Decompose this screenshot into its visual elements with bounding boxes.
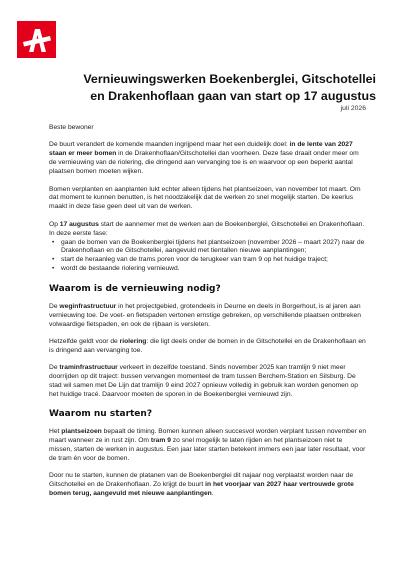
section-heading: Waarom is de vernieuwing nodig?	[49, 283, 221, 294]
text-bold: tram 9	[150, 437, 171, 445]
page-title	[0, 71, 376, 104]
text-bold: weginfrastructuur	[59, 302, 117, 310]
text: : die ligt deels onder de bomen in de Gitschotellei en de Drakenhoflaan en is dringend aan vervanging toe.	[49, 337, 366, 354]
a-logo-icon	[17, 21, 56, 58]
title-line-1: Vernieuwingswerken Boekenberglei, Gitschotellei	[83, 72, 376, 86]
text: bepaalt de timing. Bomen kunnen alleen succesvol worden verplant tussen november en maart wanneer ze in rust zijn. Om	[49, 428, 367, 445]
list-item: • start de heraanleg van de trams poren voor de terugkeer van tram 9 op het huidige traject;	[49, 256, 367, 265]
paragraph-planting: Bomen verplanten en aanplanten lukt echter alleen tijdens het plantseizoen, van november tot maart. Om dat moment te kunnen benutten, is het noodzakelijk dat de werken zo snel mogelijk starten. De keerlus maakt in deze fase geen deel uit van de werken.	[49, 185, 361, 211]
text: in het projectgebied, grotendeels in Deurne en deels in Borgerhout, is al jaren aan vernieuwing toe. De voet- en fietspaden vertonen ernstige gebreken, op verschillende plaatsen ontbreken volwaardige fietspaden, en ook de rijbaan is versleten.	[49, 302, 361, 328]
paragraph-road	[49, 303, 367, 330]
text: De	[49, 302, 60, 310]
section-heading: Waarom nu starten?	[49, 409, 153, 420]
text: in de Drakenhoflaan/Gitschotellei dan voorheen. Deze fase draait onder meer om de vernieuwing van de riolering, die dringend aan vervanging toe is en waarvoor op een beperkt aantal plaatsen bomen moeten wijken.	[49, 150, 359, 176]
paragraph-timing	[49, 428, 367, 464]
list-item: • wordt de bestaande riolering vernieuwd.	[49, 265, 367, 274]
letter-body	[49, 124, 367, 508]
text-bold: traminfrastructuur	[59, 364, 118, 372]
text: Het	[49, 428, 62, 436]
salutation: Beste bewoner	[49, 124, 94, 131]
text: .	[211, 490, 214, 498]
text: zo snel mogelijk te laten rijden en het plantseizoen niet te missen, starten de werken in augustus. Een jaar later starten betekent immers een jaar later resultaat, voor de tram én voor de bomen.	[49, 437, 366, 463]
text-bold: 17 augustus	[59, 220, 99, 228]
paragraph-sewer	[49, 338, 367, 356]
antwerp-logo	[17, 21, 56, 58]
phase-list	[49, 239, 367, 275]
text-bold: riolering	[119, 337, 147, 345]
paragraph-intro	[49, 141, 367, 177]
text: verkeert in dezelfde toestand. Sinds november 2025 kan tramlijn 9 niet meer doorrijden op dit traject: bussen vervangen momenteel de tram tussen Berchem-Station en Silsburg. De stad wil samen met De Lijn dat tramlijn 9 eind 2027 opnieuw volledig in gebruik kan worden genomen op het huidige tracé. Daarvoor moeten de sporen in de Boekenberglei vernieuwd zijn.	[49, 364, 358, 398]
text-bold: plantseizoen	[61, 428, 102, 436]
text-bold: in de lente van 2027 staan er meer bomen	[49, 141, 353, 158]
text: De buurt verandert de komende maanden ingrijpend maar het een duidelijk doel:	[49, 141, 290, 149]
list-item: • gaan de bomen van de Boekenberglei tijdens het plantseizoen (november 2026 – maart 2027) naar de Drakenhoflaan en de Gitschotellei, aangevuld met tientallen nieuwe aanplantingen;	[49, 239, 367, 257]
title-line-2: en Drakenhoflaan gaan van start op 17 augustus	[90, 88, 376, 103]
paragraph-start	[49, 221, 367, 239]
text: Hetzelfde geldt voor de	[49, 337, 120, 345]
text: Op	[49, 220, 60, 228]
letter-date: juli 2026	[340, 105, 366, 112]
paragraph-tram	[49, 364, 367, 400]
text: Door nu te starten, kunnen de platanen van de Boekenberglei dit najaar nog verplaatst worden naar de Gitschotellei en de Drakenhoflaan. Zo krijgt de buurt	[49, 472, 354, 489]
paragraph-result	[49, 472, 367, 499]
text-bold: in het voorjaar van 2027 haar vertrouwde grote bomen terug, aangevuld met nieuwe aanplantingen	[49, 481, 354, 498]
text: De	[49, 364, 60, 372]
text: start de aannemer met de werken aan de Boekenberglei, Gitschotellei en Drakenhoflaan. In deze eerste fase:	[49, 220, 365, 237]
